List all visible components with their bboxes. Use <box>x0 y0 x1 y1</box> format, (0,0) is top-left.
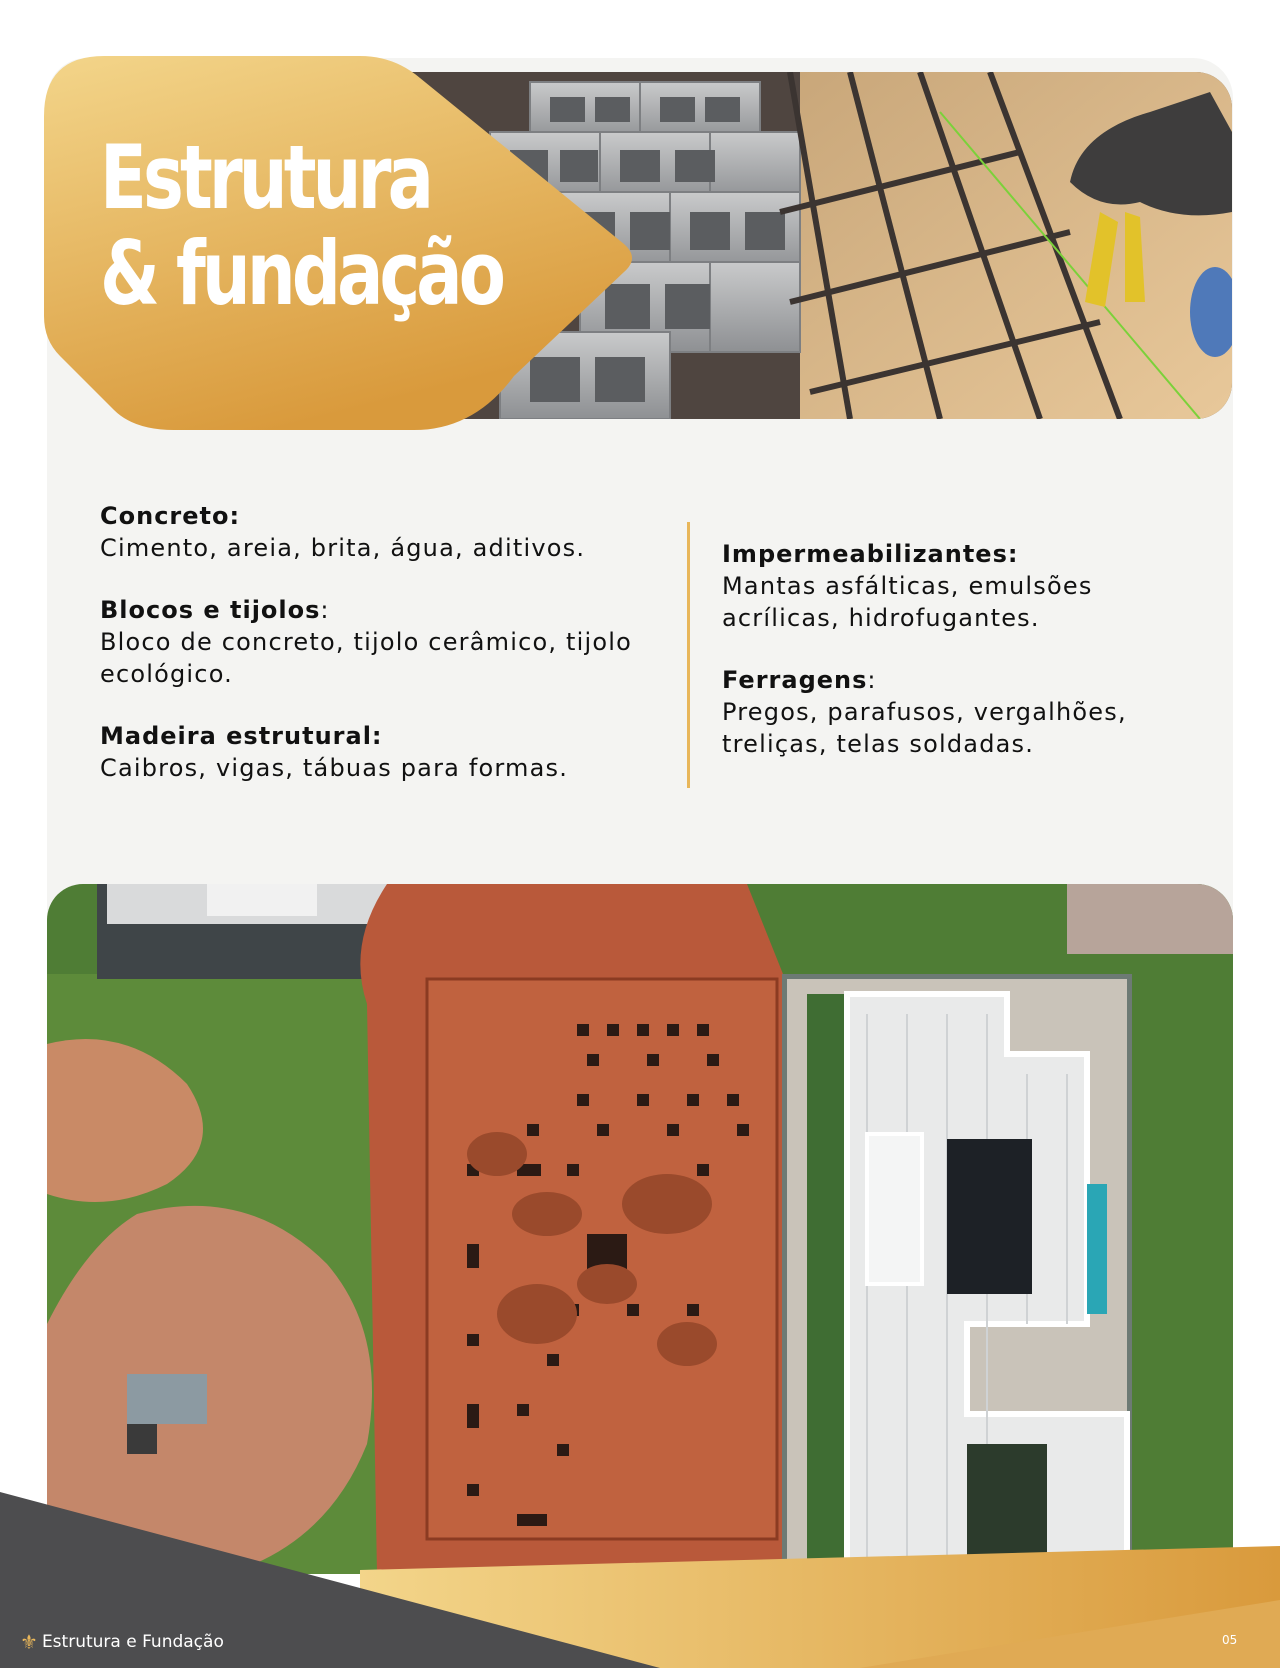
material-item-madeira <box>100 720 670 784</box>
material-text: Caibros, vigas, tábuas para formas. <box>100 754 569 782</box>
materials-left-column <box>100 500 670 814</box>
fleur-de-lis-icon: ⚜ <box>20 1630 38 1654</box>
title-line-1: Estrutura <box>100 126 431 229</box>
material-title: Madeira estrutural: <box>100 722 383 750</box>
page-title <box>100 126 502 325</box>
title-line-2: & fundação <box>100 222 502 325</box>
column-divider <box>687 522 690 788</box>
material-item-concreto <box>100 500 670 564</box>
footer-section-label <box>20 1630 224 1654</box>
material-item-impermeabilizantes <box>722 538 1202 634</box>
materials-right-column <box>722 538 1202 790</box>
material-title: Blocos e tijolos <box>100 596 321 624</box>
material-item-ferragens: Ferragens: Pregos, parafusos, vergalhões, treliças, telas soldadas. <box>722 664 1202 760</box>
material-text: Bloco de concreto, tijolo cerâmico, tijolo ecológico. <box>100 628 633 688</box>
page-number: 05 <box>1222 1633 1238 1647</box>
material-title: Concreto: <box>100 502 241 530</box>
material-text: Mantas asfálticas, emulsões acrílicas, hidrofugantes. <box>722 572 1093 632</box>
material-text: Pregos, parafusos, vergalhões, treliças, telas soldadas. <box>722 698 1127 758</box>
material-title: Ferragens <box>722 666 868 694</box>
material-text: Cimento, areia, brita, água, aditivos. <box>100 534 586 562</box>
material-title: Impermeabilizantes: <box>722 540 1019 568</box>
footer-label-text: Estrutura e Fundação <box>41 1632 224 1652</box>
material-item-blocos: Blocos e tijolos: Bloco de concreto, tijolo cerâmico, tijolo ecológico. <box>100 594 670 690</box>
